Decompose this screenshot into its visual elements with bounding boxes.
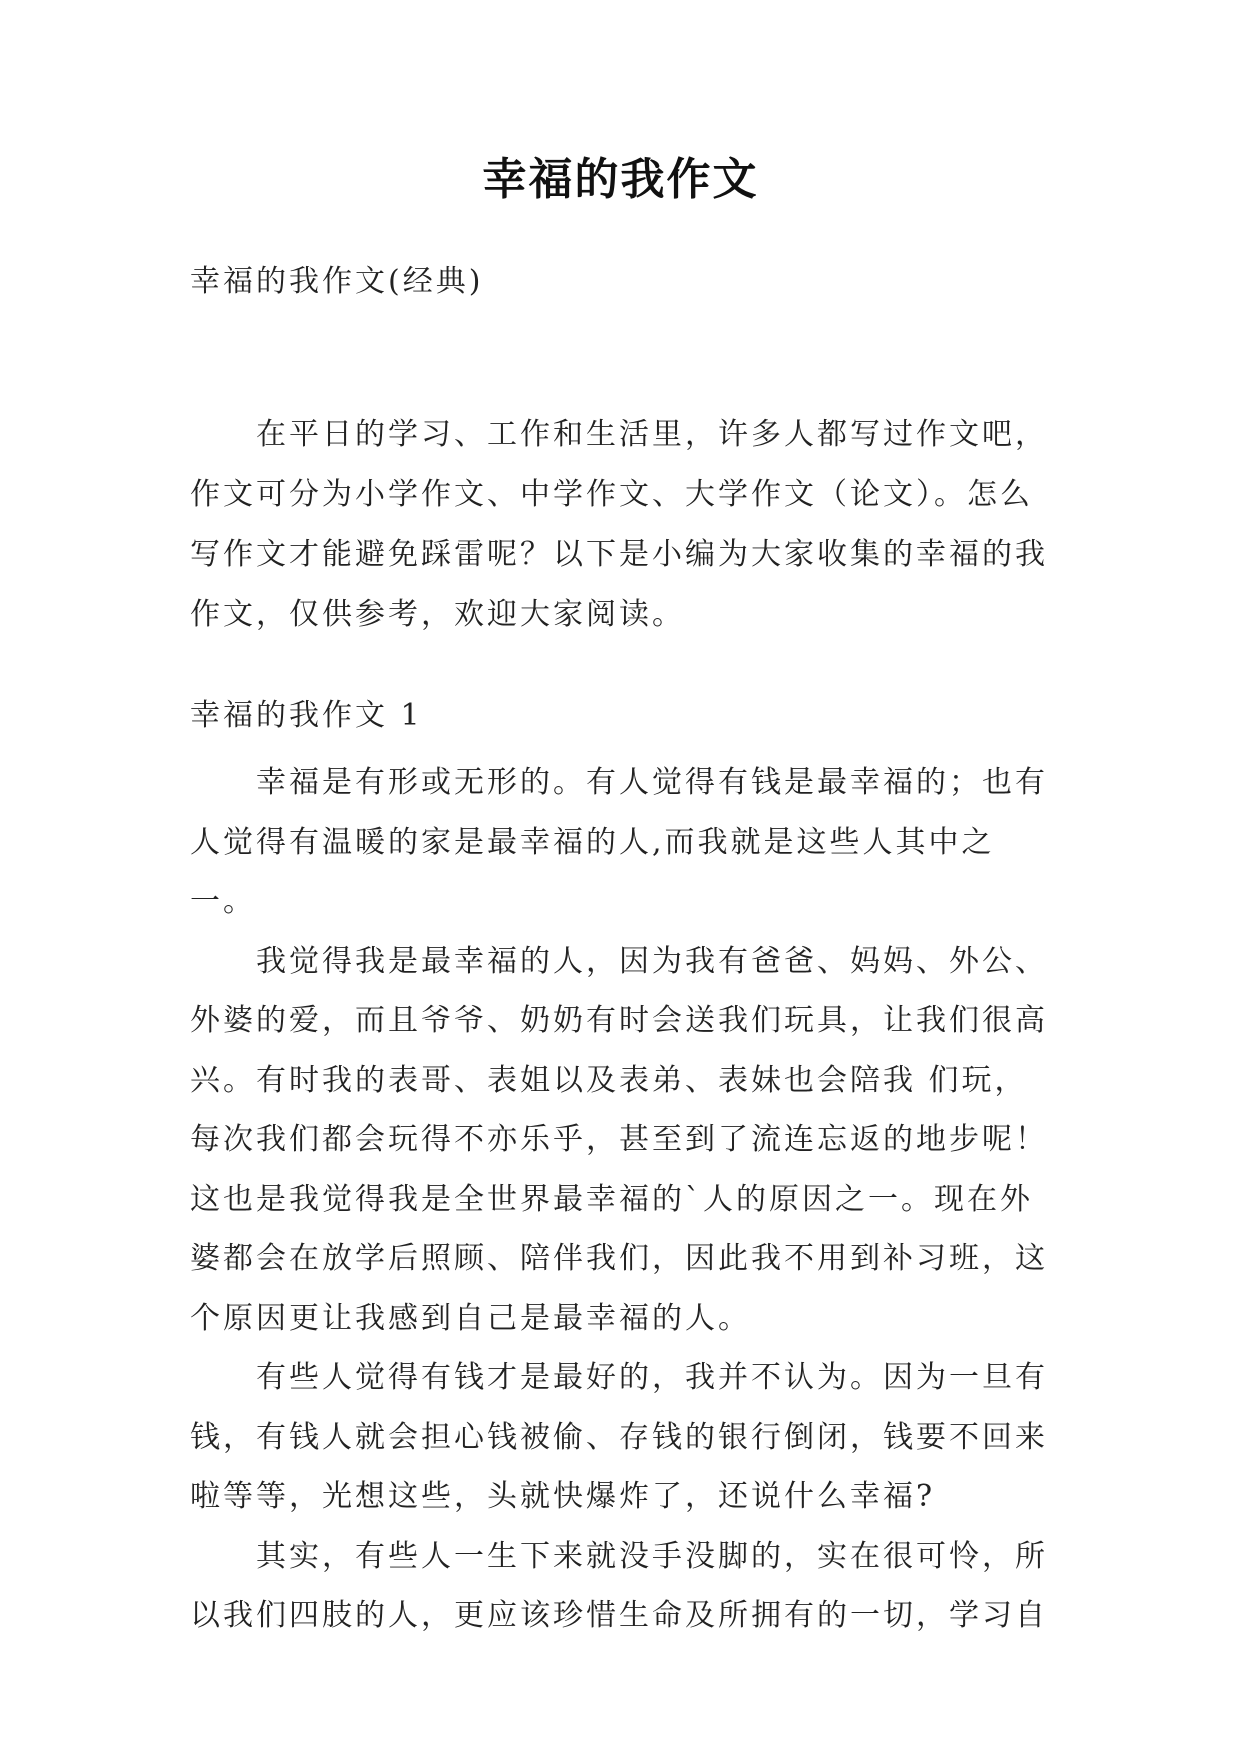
document-subtitle: 幸福的我作文(经典) [190, 264, 484, 299]
intro-paragraph: 在平日的学习、工作和生活里，许多人都写过作文吧，作文可分为小学作文、中学作文、大学作文（论文）。怎么写作文才能避免踩雷呢？以下是小编为大家收集的幸福的我作文，仅供参考，欢迎大家阅读。 [190, 417, 1048, 632]
section-heading: 幸福的我作文 1 [190, 698, 423, 733]
essay-paragraph-1: 幸福是有形或无形的。有人觉得有钱是最幸福的；也有人觉得有温暖的家是最幸福的人,而我就是这些人其中之一。 [190, 765, 1048, 919]
essay-paragraph-4: 其实，有些人一生下来就没手没脚的，实在很可怜，所以我们四肢的人，更应该珍惜生命及所拥有的一切，学习自 [190, 1538, 1048, 1633]
essay-paragraph-3: 有些人觉得有钱才是最好的，我并不认为。因为一旦有钱，有钱人就会担心钱被偷、存钱的银行倒闭，钱要不回来啦等等，光想这些，头就快爆炸了，还说什么幸福? [190, 1360, 1048, 1514]
essay-paragraph-2: 我觉得我是最幸福的人，因为我有爸爸、妈妈、外公、外婆的爱，而且爷爷、奶奶有时会送我们玩具，让我们很高兴。有时我的表哥、表姐以及表弟、表妹也会陪我 们玩，每次我们都会玩得不亦乐乎，甚至到了流连忘返的地步呢！这也是我觉得我是全世界最幸福的`人的原因之一。现在外婆都会在放学后照顾、陪伴我们，因此我不用到补习班，这个原因更让我感到自己是最幸福的人。 [190, 943, 1048, 1336]
intro-block [190, 405, 1060, 645]
document-title: 幸福的我作文 [482, 154, 759, 205]
essay-body [190, 753, 1060, 1646]
